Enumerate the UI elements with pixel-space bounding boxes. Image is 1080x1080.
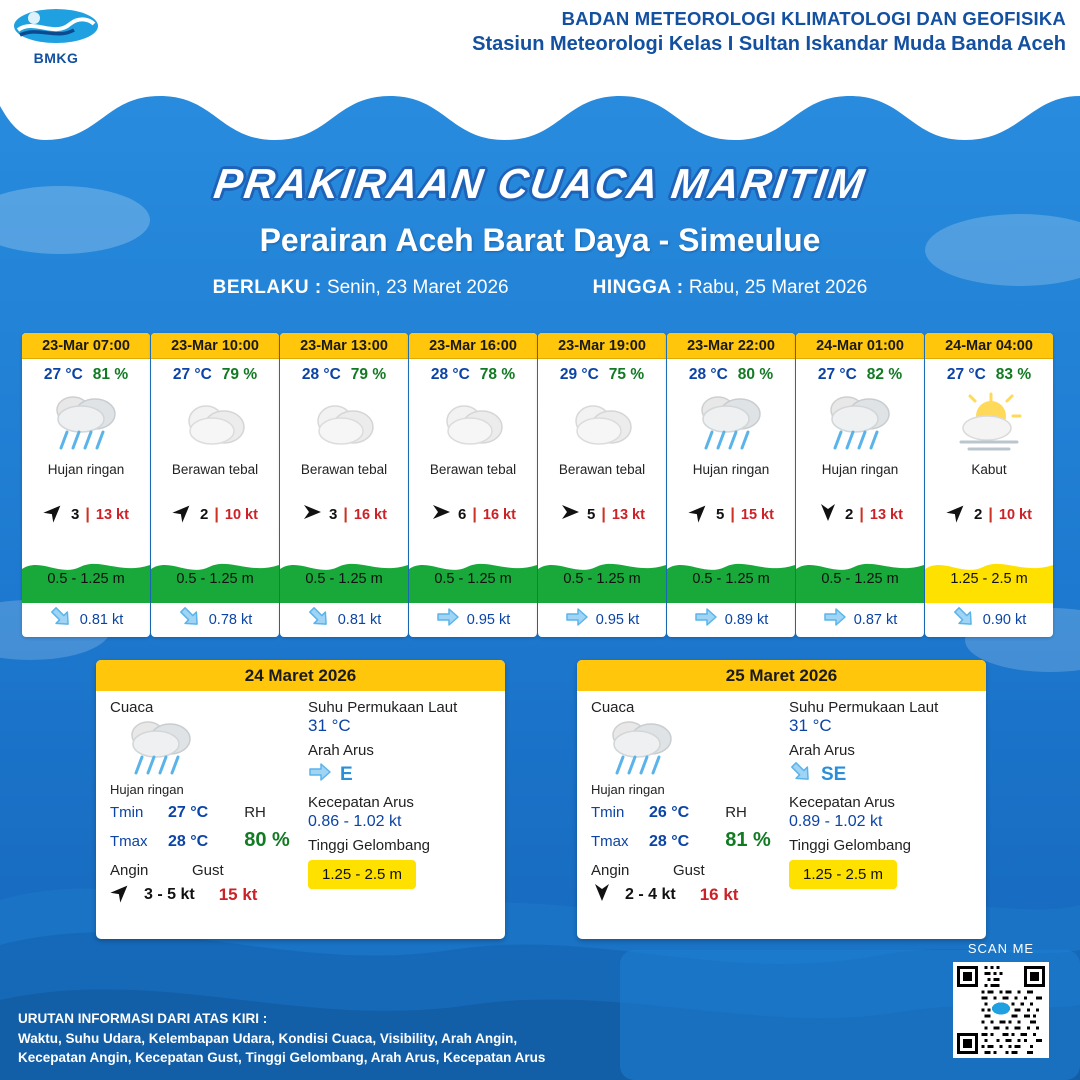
forecast-time: 23-Mar 13:00 bbox=[280, 333, 408, 359]
wind-value: 2 bbox=[200, 506, 209, 523]
sst-label: Suhu Permukaan Laut bbox=[789, 699, 939, 716]
separator: | bbox=[343, 505, 348, 523]
gust-value: 15 kt bbox=[218, 884, 258, 904]
weather-condition: Kabut bbox=[971, 462, 1007, 477]
current-row bbox=[925, 606, 1053, 633]
wind-speed: 13 kt bbox=[611, 506, 645, 523]
forecast-time: 24-Mar 01:00 bbox=[796, 333, 924, 359]
wind-value: 5 bbox=[587, 506, 596, 523]
cuaca-label: Cuaca bbox=[110, 699, 154, 716]
wave-height-box bbox=[308, 860, 416, 889]
cuaca-label: Cuaca bbox=[591, 699, 635, 716]
weather-icon bbox=[151, 386, 279, 460]
rh-label: RH bbox=[244, 804, 266, 821]
weather-icon bbox=[409, 386, 537, 460]
weather-condition: Hujan ringan bbox=[110, 782, 184, 797]
tmax-label: Tmax bbox=[591, 833, 629, 850]
hourly-forecast-list bbox=[22, 333, 1062, 637]
current-direction-icon bbox=[307, 606, 331, 633]
cloud-icon bbox=[563, 393, 641, 453]
weather-condition: Hujan ringan bbox=[692, 462, 770, 477]
angin-value: 3 - 5 kt bbox=[144, 885, 195, 903]
hourly-forecast-card bbox=[151, 333, 279, 637]
valid-from-value: Senin, 23 Maret 2026 bbox=[326, 277, 509, 298]
page-subtitle: Perairan Aceh Barat Daya - Simeulue bbox=[259, 222, 821, 258]
current-direction-icon bbox=[823, 606, 847, 633]
weather-icon bbox=[280, 386, 408, 460]
tmax-value: 28 °C bbox=[168, 833, 209, 850]
wind-direction-icon bbox=[559, 501, 581, 528]
wind-value: 3 bbox=[71, 506, 80, 523]
separator: | bbox=[214, 505, 219, 523]
weather-condition: Hujan ringan bbox=[821, 462, 899, 477]
wave-label: Tinggi Gelombang bbox=[789, 837, 912, 854]
arus-label: Arah Arus bbox=[308, 742, 374, 759]
wind-direction-icon bbox=[43, 501, 65, 528]
weather-condition: Berawan tebal bbox=[171, 462, 259, 477]
temp-humidity-row bbox=[538, 359, 666, 384]
wind-value: 6 bbox=[458, 506, 467, 523]
wave-height-band bbox=[796, 555, 924, 603]
rain-icon bbox=[817, 388, 903, 458]
wind-speed: 15 kt bbox=[740, 506, 774, 523]
hourly-forecast-card bbox=[280, 333, 408, 637]
arus-label: Arah Arus bbox=[789, 742, 855, 759]
wind-direction-icon bbox=[110, 881, 132, 908]
weather-condition: Berawan tebal bbox=[300, 462, 388, 477]
valid-from-label: BERLAKU : bbox=[212, 277, 322, 298]
wind-direction-icon bbox=[172, 501, 194, 528]
rh-value: 80 % bbox=[244, 829, 290, 851]
current-speed: 0.81 kt bbox=[337, 611, 382, 628]
arus-speed-label: Kecepatan Arus bbox=[308, 794, 414, 811]
weather-icon bbox=[118, 716, 300, 780]
angin-label: Angin bbox=[591, 862, 630, 879]
wind-speed: 16 kt bbox=[353, 506, 387, 523]
current-speed: 0.78 kt bbox=[208, 611, 253, 628]
wind-row bbox=[538, 501, 666, 528]
bmkg-logo-text: BMKG bbox=[33, 50, 79, 66]
weather-icon bbox=[667, 386, 795, 460]
wind-speed: 13 kt bbox=[95, 506, 129, 523]
wave-height: 0.5 - 1.25 m bbox=[692, 571, 770, 587]
current-row bbox=[409, 606, 537, 633]
arus-direction: SE bbox=[821, 763, 847, 785]
sst-label: Suhu Permukaan Laut bbox=[308, 699, 458, 716]
current-direction-icon bbox=[789, 761, 813, 788]
temp-humidity-row bbox=[280, 359, 408, 384]
title-block bbox=[0, 160, 1080, 299]
current-row bbox=[538, 606, 666, 633]
forecast-time: 23-Mar 19:00 bbox=[538, 333, 666, 359]
qr-code[interactable] bbox=[953, 962, 1049, 1058]
current-direction-icon bbox=[436, 606, 460, 633]
wave-height-band bbox=[409, 555, 537, 603]
valid-to-label: HINGGA : bbox=[592, 277, 684, 298]
tmin-label: Tmin bbox=[591, 804, 625, 821]
daily-forecast-list bbox=[96, 660, 986, 939]
tmin-value: 26 °C bbox=[649, 804, 690, 821]
arus-speed-value: 0.89 - 1.02 kt bbox=[789, 813, 883, 830]
cloud-icon bbox=[434, 393, 512, 453]
gust-label: Gust bbox=[673, 862, 705, 879]
scan-me-label: SCAN ME bbox=[967, 941, 1035, 956]
hourly-forecast-card bbox=[409, 333, 537, 637]
temp-humidity-row bbox=[925, 359, 1053, 384]
wave-height: 0.5 - 1.25 m bbox=[434, 571, 512, 587]
tmin-label: Tmin bbox=[110, 804, 144, 821]
forecast-time: 23-Mar 07:00 bbox=[22, 333, 150, 359]
temp-humidity-row bbox=[151, 359, 279, 384]
footer-legend bbox=[18, 1009, 658, 1068]
forecast-time: 23-Mar 10:00 bbox=[151, 333, 279, 359]
wind-speed: 10 kt bbox=[224, 506, 258, 523]
current-direction-icon bbox=[952, 606, 976, 633]
separator: | bbox=[472, 505, 477, 523]
current-speed: 0.89 kt bbox=[724, 611, 769, 628]
rh-label: RH bbox=[725, 804, 747, 821]
separator: | bbox=[85, 505, 90, 523]
tmax-row bbox=[110, 829, 300, 852]
weather-condition: Hujan ringan bbox=[47, 462, 125, 477]
wind-row bbox=[22, 501, 150, 528]
air-temperature: 28 °C bbox=[688, 366, 728, 383]
wind-value: 2 bbox=[845, 506, 854, 523]
humidity: 82 % bbox=[866, 366, 903, 383]
temp-humidity-row bbox=[22, 359, 150, 384]
current-direction-icon bbox=[565, 606, 589, 633]
daily-forecast-panel bbox=[96, 660, 505, 939]
hourly-forecast-card bbox=[925, 333, 1053, 637]
current-speed: 0.95 kt bbox=[595, 611, 640, 628]
fog-icon bbox=[947, 392, 1031, 454]
wind-row bbox=[796, 501, 924, 528]
current-speed: 0.81 kt bbox=[79, 611, 124, 628]
wind-row bbox=[667, 501, 795, 528]
wind-speed: 13 kt bbox=[869, 506, 903, 523]
temp-humidity-row bbox=[409, 359, 537, 384]
wind-direction-icon bbox=[688, 501, 710, 528]
wind-direction-icon bbox=[591, 881, 613, 908]
rain-icon bbox=[43, 388, 129, 458]
air-temperature: 27 °C bbox=[817, 366, 857, 383]
angin-label-row bbox=[110, 862, 300, 879]
wave-height-value: 1.25 - 2.5 m bbox=[322, 866, 403, 883]
separator: | bbox=[601, 505, 606, 523]
wind-value: 3 bbox=[329, 506, 338, 523]
page-header bbox=[0, 0, 1080, 68]
header-line-2: Stasiun Meteorologi Kelas I Sultan Iskandar Muda Banda Aceh bbox=[472, 33, 1066, 55]
gust-value: 16 kt bbox=[699, 884, 739, 904]
humidity: 75 % bbox=[608, 366, 645, 383]
forecast-time: 23-Mar 22:00 bbox=[667, 333, 795, 359]
forecast-time: 24-Mar 04:00 bbox=[925, 333, 1053, 359]
current-direction-icon bbox=[178, 606, 202, 633]
header-line-1: BADAN METEOROLOGI KLIMATOLOGI DAN GEOFISIKA bbox=[561, 8, 1066, 29]
current-row bbox=[22, 606, 150, 633]
wave-height-band bbox=[667, 555, 795, 603]
tmax-value: 28 °C bbox=[649, 833, 690, 850]
current-row bbox=[667, 606, 795, 633]
current-direction-icon bbox=[49, 606, 73, 633]
wind-direction-icon bbox=[946, 501, 968, 528]
tmin-value: 27 °C bbox=[168, 804, 209, 821]
current-speed: 0.95 kt bbox=[466, 611, 511, 628]
humidity: 79 % bbox=[350, 366, 387, 383]
rain-icon bbox=[688, 388, 774, 458]
humidity: 79 % bbox=[221, 366, 258, 383]
weather-condition: Berawan tebal bbox=[558, 462, 646, 477]
daily-date: 24 Maret 2026 bbox=[96, 660, 505, 691]
rain-icon bbox=[118, 713, 204, 783]
tmin-row bbox=[110, 804, 300, 822]
air-temperature: 27 °C bbox=[43, 366, 83, 383]
wind-speed: 16 kt bbox=[482, 506, 516, 523]
current-row bbox=[280, 606, 408, 633]
weather-icon bbox=[538, 386, 666, 460]
forecast-time: 23-Mar 16:00 bbox=[409, 333, 537, 359]
humidity: 81 % bbox=[92, 366, 129, 383]
weather-icon bbox=[22, 386, 150, 460]
separator: | bbox=[988, 505, 993, 523]
air-temperature: 29 °C bbox=[559, 366, 599, 383]
tmin-row bbox=[591, 804, 781, 822]
hourly-forecast-card bbox=[796, 333, 924, 637]
wave-height: 0.5 - 1.25 m bbox=[821, 571, 899, 587]
wave-height: 1.25 - 2.5 m bbox=[950, 571, 1028, 587]
legend-line-1: Waktu, Suhu Udara, Kelembapan Udara, Kondisi Cuaca, Visibility, Arah Angin, bbox=[18, 1030, 518, 1046]
page-title: PRAKIRAAN CUACA MARITIM bbox=[211, 160, 869, 207]
angin-value: 2 - 4 kt bbox=[625, 885, 676, 903]
wind-direction-icon bbox=[301, 501, 323, 528]
daily-date: 25 Maret 2026 bbox=[577, 660, 986, 691]
arus-direction: E bbox=[340, 763, 353, 785]
weather-icon bbox=[925, 386, 1053, 460]
angin-label-row bbox=[591, 862, 781, 879]
wave-height: 0.5 - 1.25 m bbox=[176, 571, 254, 587]
hourly-forecast-card bbox=[667, 333, 795, 637]
gust-label: Gust bbox=[192, 862, 224, 879]
weather-condition: Berawan tebal bbox=[429, 462, 517, 477]
sst-value: 31 °C bbox=[308, 716, 351, 735]
scan-me-block bbox=[946, 941, 1056, 1058]
arus-speed-value: 0.86 - 1.02 kt bbox=[308, 813, 402, 830]
wave-height-box bbox=[789, 860, 897, 889]
wind-row bbox=[925, 501, 1053, 528]
legend-line-2: Kecepatan Angin, Kecepatan Gust, Tinggi Gelombang, Arah Arus, Kecepatan Arus bbox=[18, 1050, 546, 1066]
wind-value: 2 bbox=[974, 506, 983, 523]
current-row bbox=[151, 606, 279, 633]
wind-row bbox=[280, 501, 408, 528]
validity-row bbox=[0, 277, 1080, 299]
wind-row bbox=[151, 501, 279, 528]
angin-value-row bbox=[591, 881, 781, 908]
tmax-row bbox=[591, 829, 781, 852]
current-direction-icon bbox=[694, 606, 718, 633]
hourly-forecast-card bbox=[22, 333, 150, 637]
wind-direction-icon bbox=[817, 501, 839, 528]
wave-height-value: 1.25 - 2.5 m bbox=[803, 866, 884, 883]
arus-dir-row bbox=[308, 761, 498, 788]
wave-height-band bbox=[280, 555, 408, 603]
humidity: 80 % bbox=[737, 366, 774, 383]
current-direction-icon bbox=[308, 761, 332, 788]
separator: | bbox=[730, 505, 735, 523]
air-temperature: 27 °C bbox=[172, 366, 212, 383]
current-speed: 0.87 kt bbox=[853, 611, 898, 628]
legend-title: URUTAN INFORMASI DARI ATAS KIRI : bbox=[18, 1011, 268, 1027]
air-temperature: 28 °C bbox=[430, 366, 470, 383]
humidity: 83 % bbox=[995, 366, 1032, 383]
weather-condition: Hujan ringan bbox=[591, 782, 665, 797]
wave-height-band bbox=[151, 555, 279, 603]
rh-value: 81 % bbox=[725, 829, 771, 851]
weather-icon bbox=[599, 716, 781, 780]
valid-to-value: Rabu, 25 Maret 2026 bbox=[688, 277, 868, 298]
temp-humidity-row bbox=[667, 359, 795, 384]
daily-forecast-panel bbox=[577, 660, 986, 939]
arus-speed-label: Kecepatan Arus bbox=[789, 794, 895, 811]
wave-height: 0.5 - 1.25 m bbox=[47, 571, 125, 587]
current-row bbox=[796, 606, 924, 633]
separator: | bbox=[859, 505, 864, 523]
hourly-forecast-card bbox=[538, 333, 666, 637]
cloud-icon bbox=[305, 393, 383, 453]
humidity: 78 % bbox=[479, 366, 516, 383]
current-speed: 0.90 kt bbox=[982, 611, 1027, 628]
arus-dir-row bbox=[789, 761, 979, 788]
wave-label: Tinggi Gelombang bbox=[308, 837, 431, 854]
wave-height-band bbox=[925, 555, 1053, 603]
tmax-label: Tmax bbox=[110, 833, 148, 850]
weather-icon bbox=[796, 386, 924, 460]
cloud-icon bbox=[176, 393, 254, 453]
air-temperature: 27 °C bbox=[946, 366, 986, 383]
angin-value-row bbox=[110, 881, 300, 908]
wind-direction-icon bbox=[430, 501, 452, 528]
sst-value: 31 °C bbox=[789, 716, 832, 735]
wave-height: 0.5 - 1.25 m bbox=[563, 571, 641, 587]
air-temperature: 28 °C bbox=[301, 366, 341, 383]
wave-height-band bbox=[22, 555, 150, 603]
bmkg-logo bbox=[10, 4, 102, 66]
wind-row bbox=[409, 501, 537, 528]
rain-icon bbox=[599, 713, 685, 783]
wind-value: 5 bbox=[716, 506, 725, 523]
wind-speed: 10 kt bbox=[998, 506, 1032, 523]
temp-humidity-row bbox=[796, 359, 924, 384]
wave-height-band bbox=[538, 555, 666, 603]
wave-height: 0.5 - 1.25 m bbox=[305, 571, 383, 587]
angin-label: Angin bbox=[110, 862, 149, 879]
